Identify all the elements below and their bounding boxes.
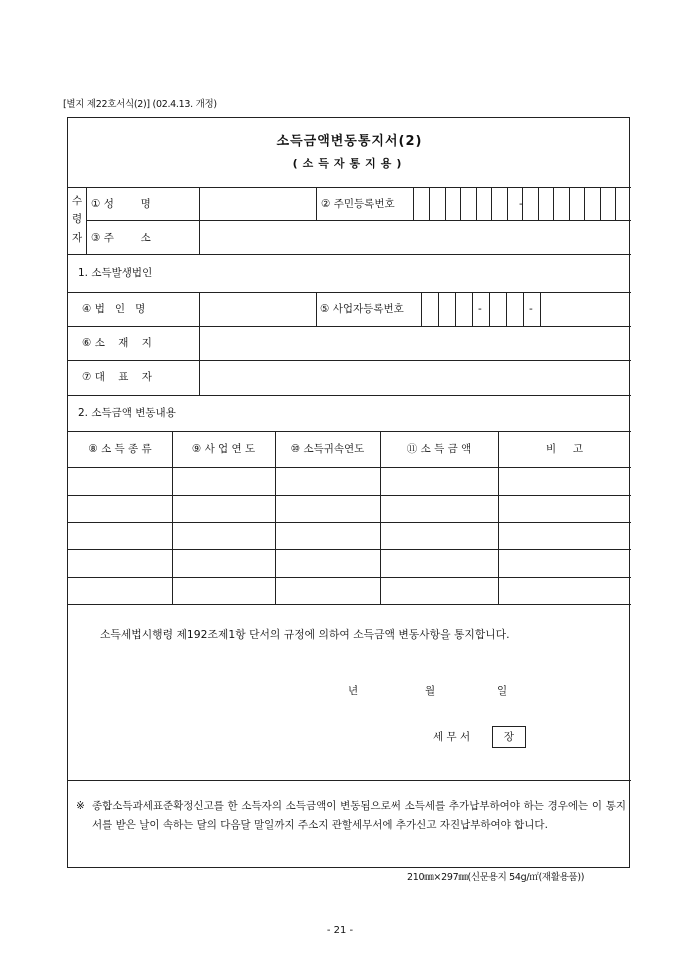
tax-office-label: 세 무 서 (433, 731, 471, 743)
address-label: ③ 주 소 (91, 232, 151, 244)
form-subtitle: (소득자통지용) (292, 157, 407, 170)
recipient-label-char-1: 수 (72, 195, 83, 207)
location-label: ⑥ 소 재 지 (82, 337, 152, 349)
representative-label: ⑦ 대 표 자 (82, 371, 152, 383)
date-day: 일 (497, 685, 508, 697)
note-mark: ※ (76, 800, 85, 812)
section2-heading: 2. 소득금액 변동내용 (78, 407, 176, 419)
col-income-type: ⑧ 소 득 종 류 (88, 443, 152, 455)
rrn-label: ② 주민등록번호 (321, 198, 395, 210)
col-attribution-year: ⑩ 소득귀속연도 (290, 443, 365, 455)
footnote (76, 797, 626, 835)
page-number: - 21 - (326, 925, 354, 936)
date-year: 년 (348, 685, 359, 697)
corp-name-label: ④ 법 인 명 (82, 303, 146, 315)
section1-heading: 1. 소득발생법인 (78, 267, 153, 279)
notice-text: 소득세법시행령 제192조제1항 단서의 규정에 의하여 소득금액 변동사항을 통지합니다. (100, 628, 510, 641)
form-header: [별지 제22호서식(2)] (02.4.13. 개정) (63, 99, 217, 110)
col-income-amount: ⑪ 소 득 금 액 (406, 443, 472, 455)
form-title: 소득금액변동통지서(2) (276, 134, 423, 149)
recipient-label-char-3: 자 (72, 232, 83, 244)
col-remarks: 비 고 (546, 443, 583, 455)
paper-spec: 210㎜×297㎜(신문용지 54g/㎡(재활용품)) (407, 872, 585, 883)
seal-box (492, 726, 526, 748)
note-text: 종합소득과세표준확정신고를 한 소득자의 소득금액이 변동됨으로써 소득세를 추가납부하여야 하는 경우에는 이 통지서를 받은 날이 속하는 달의 다음달 말일까지 주소지 관할세무서에 추가신고 자진납부하여야 합니다. (92, 800, 626, 831)
col-business-year: ⑨ 사 업 연 도 (191, 443, 256, 455)
form-frame: 소득금액변동통지서(2) (소득자통지용) - - - 수 령 자 ① 성 명 ② 주민등록번호 ③ 주 소 1. 소득발생법인 ④ 법 인 명 ⑤ 사업자등록번호 ⑥ 소 재 지 ⑦ 대 표 자 2. 소득금액 변동내용 ⑧ 소 득 종 류 ⑨ 사 업 연 도 ⑩ 소득귀속연도 ⑪ 소 득 금 액 비 고 소득세법시행령 제192조제1항 단서의 규정에 의하여 소득금액 변동사항을 통지합니다. 년 월 일 세 무 서 (67, 117, 630, 868)
seal-label: 장 (503, 731, 515, 743)
brn-label: ⑤ 사업자등록번호 (320, 303, 404, 315)
name-label: ① 성 명 (91, 198, 151, 210)
recipient-label-char-2: 령 (72, 213, 83, 225)
date-month: 월 (425, 685, 436, 697)
